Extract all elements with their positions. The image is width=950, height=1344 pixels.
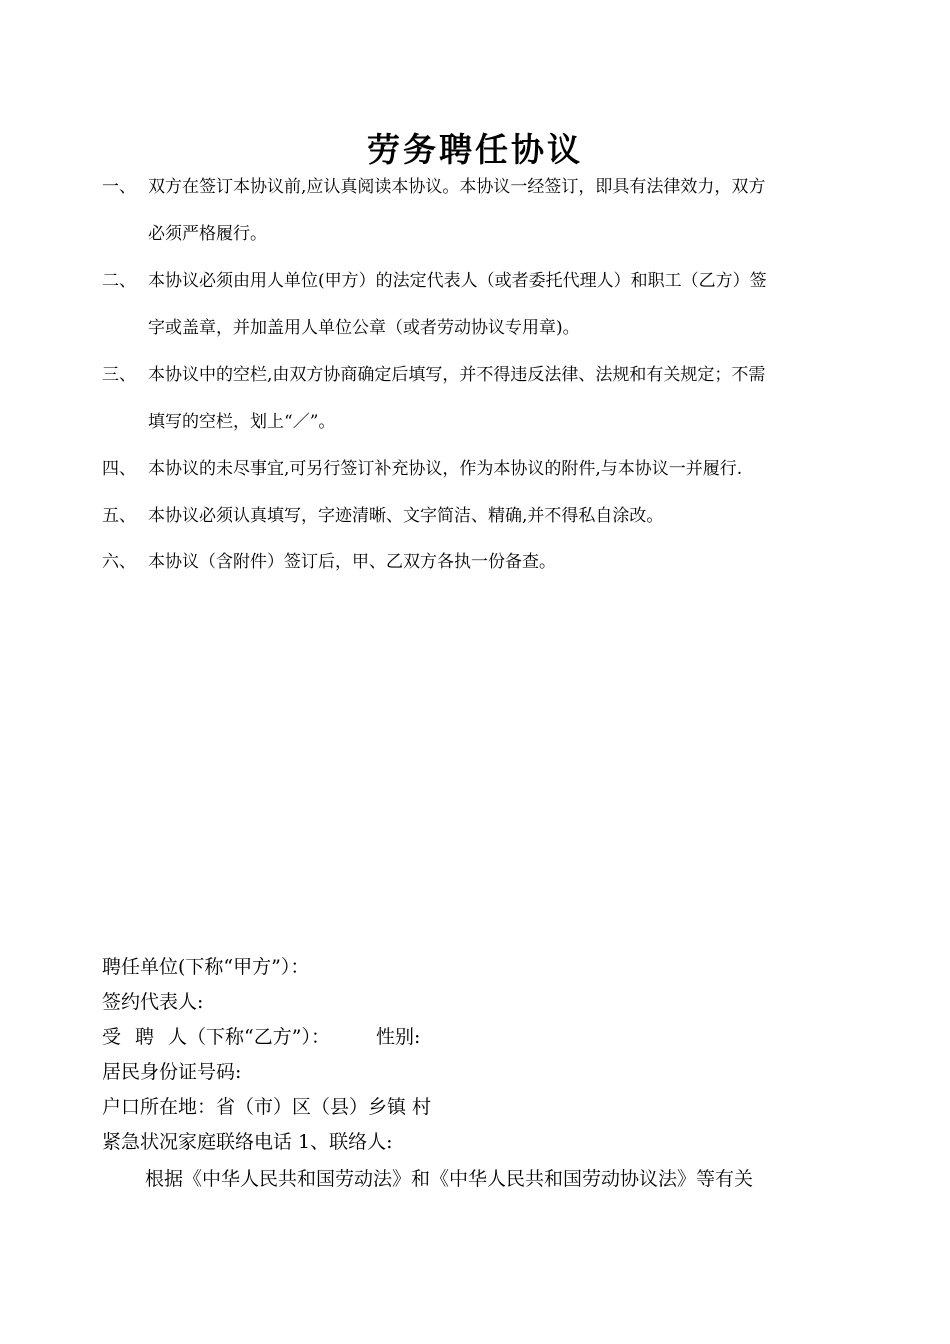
clause-text-line: 本协议（含附件）签订后，甲、乙双方各执一份备查。	[148, 552, 556, 572]
employer-field: 聘任单位(下称“甲方”）：	[102, 956, 310, 978]
household-field: 户口所在地：省（市）区（县）乡镇 村	[102, 1096, 432, 1118]
party-info	[102, 950, 862, 1160]
clause-number: 三、	[102, 365, 136, 385]
clause-number: 二、	[102, 271, 136, 291]
clause-text-line: 字或盖章，并加盖用人单位公章（或者劳动协议专用章)。	[148, 318, 580, 338]
employee-label-char: 聘	[135, 1026, 155, 1048]
gender-field: 性别:	[375, 1026, 421, 1048]
emergency-contact-field: 紧急状况家庭联络电话 1、联络人:	[102, 1131, 393, 1153]
clause-text-line: 必须严格履行。	[148, 224, 267, 244]
employee-label-rest: 人（下称“乙方”）：	[168, 1026, 330, 1048]
clause-text-line: 本协议的未尽事宜,可另行签订补充协议，作为本协议的附件,与本协议一并履行.	[148, 459, 743, 479]
clause-text-line: 本协议必须认真填写，字迹清晰、文字简洁、精确,并不得私自涂改。	[148, 506, 664, 526]
clause-number: 五、	[102, 506, 136, 526]
clause-1	[102, 173, 862, 248]
clause-text-line: 填写的空栏，划上“／”。	[148, 412, 336, 432]
clause-text-line: 双方在签订本协议前,应认真阅读本协议。本协议一经签订，即具有法律效力，双方	[148, 177, 766, 197]
employee-field	[102, 1020, 862, 1055]
clause-number: 四、	[102, 459, 136, 479]
clause-text-line: 本协议必须由用人单位(甲方）的法定代表人（或者委托代理人）和职工（乙方）签	[148, 271, 767, 291]
id-number-field: 居民身份证号码:	[102, 1061, 242, 1083]
body-paragraph: 根据《中华人民共和国劳动法》和《中华人民共和国劳动协议法》等有关	[145, 1168, 754, 1190]
clause-number: 一、	[102, 177, 136, 197]
clause-4	[102, 455, 862, 483]
clause-2	[102, 267, 862, 342]
employee-label-char: 受	[102, 1026, 122, 1048]
clause-5	[102, 502, 862, 530]
page-title: 劳务聘任协议	[367, 130, 583, 169]
clause-3	[102, 361, 862, 436]
clause-6	[102, 548, 862, 576]
clause-number: 六、	[102, 552, 136, 572]
clause-text-line: 本协议中的空栏,由双方协商确定后填写，并不得违反法律、法规和有关规定；不需	[148, 365, 766, 385]
signatory-field: 签约代表人:	[102, 991, 204, 1013]
